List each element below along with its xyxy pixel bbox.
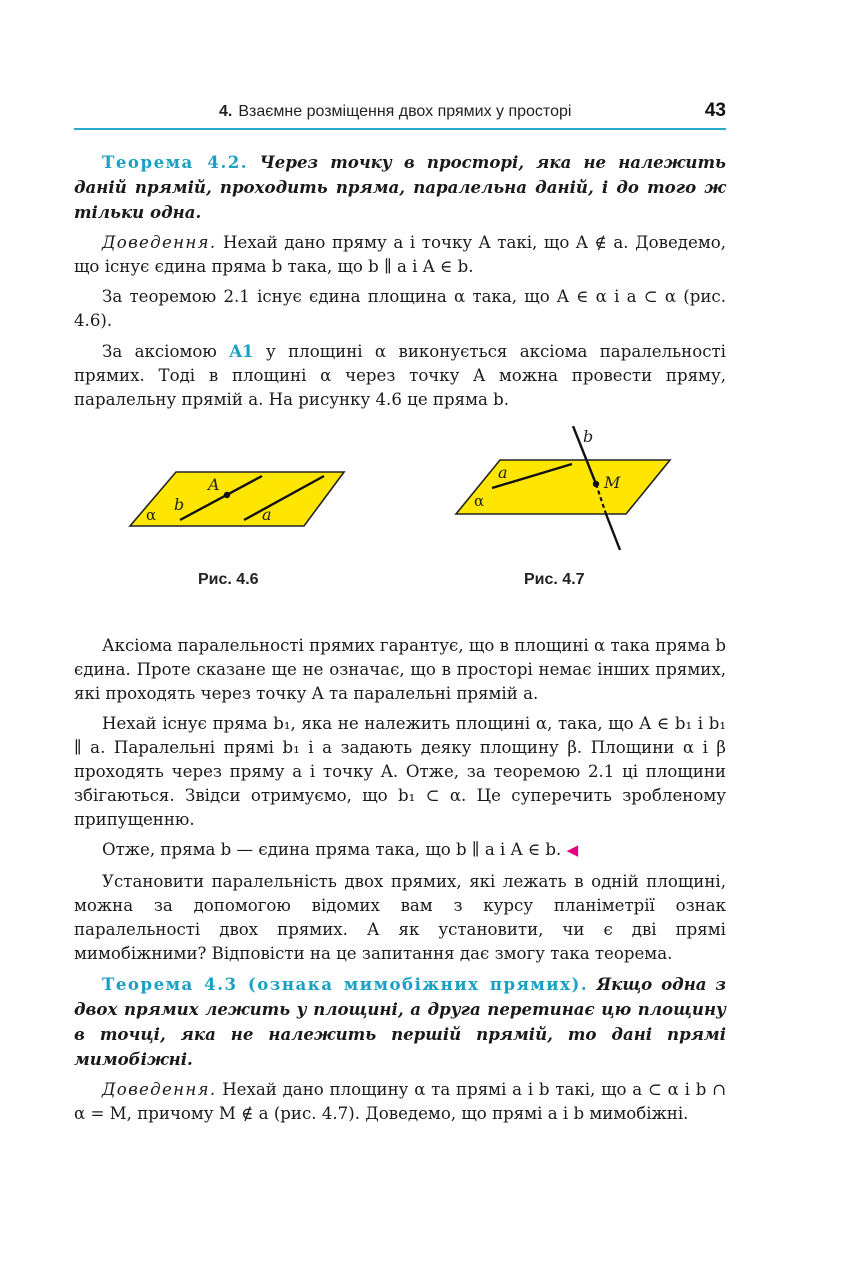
theorem-4-3: [74, 972, 726, 1072]
point-M-47: [593, 481, 599, 487]
label-M-47: M: [604, 473, 621, 492]
proof-2-label: Доведення.: [102, 1080, 217, 1099]
theorem-4-2: [74, 150, 726, 225]
label-b-47: b: [583, 427, 594, 446]
theorem-4-2-label: Теорема 4.2.: [102, 152, 249, 172]
proof-1-para-3: [74, 339, 726, 412]
proof-1-para-1: [74, 231, 726, 279]
proof-1-para-4: Аксіома паралельності прямих гарантує, що в площині α така пряма b єдина. Проте сказане ще не означає, що в просторі немає інших прямих, які проходять через точку A та паралельні прямій a.: [74, 636, 726, 703]
label-b-46: b: [174, 495, 185, 514]
label-alpha-46: α: [146, 506, 157, 524]
proof-1-text-3a: За аксіомою: [102, 342, 217, 361]
figure-4-7: [452, 426, 682, 561]
point-A-46: [224, 492, 230, 498]
proof-label: Доведення.: [102, 233, 217, 252]
proof-1-para-6: [74, 838, 726, 862]
end-of-proof-icon: ◀: [566, 841, 579, 859]
proof-2-text: Нехай дано площину α та прямі a і b такі, що a ⊂ α і b ∩ α = M, причому M ∉ a (рис. 4.7). Доведемо, що прямі a і b мимобіжні.: [74, 1080, 726, 1123]
proof-1-text-6: Отже, пряма b — єдина пряма така, що b ∥ a і A ∈ b.: [102, 840, 562, 859]
theorem-4-3-statement: Якщо одна з двох прямих лежить у площині, а друга перетинає цю площину в точці, яка не належить першій прямій, то дані прямі мимобіжні.: [74, 974, 726, 1069]
proof-1-para-2: За теоремою 2.1 існує єдина площина α така, що A ∈ α і a ⊂ α (рис. 4.6).: [74, 287, 726, 330]
label-A-46: A: [208, 475, 220, 494]
running-header: [74, 100, 726, 130]
caption-fig-4-7: Рис. 4.7: [524, 571, 585, 588]
chapter-title: [219, 103, 571, 121]
label-alpha-47: α: [474, 492, 485, 510]
chapter-number: 4.: [219, 103, 233, 120]
label-a-46: a: [262, 505, 272, 524]
plane-alpha-46: [130, 472, 344, 526]
theorem-4-2-statement: Через точку в просторі, яка не належить даній прямій, проходить пряма, паралельна даній, і до того ж тільки одна.: [74, 152, 726, 222]
proof-1-para-5: Нехай існує пряма b₁, яка не належить площині α, така, що A ∈ b₁ і b₁ ∥ a. Паралельні прямі b₁ і a задають деяку площину β. Площини α і β проходять через пряму a і точку A. Отже, за теоремою 2.1 ці площини збігаються. Звідси отримуємо, що b₁ ⊂ α. Це суперечить зробленому припущенню.: [74, 714, 726, 829]
chapter-title-text: Взаємне розміщення двох прямих у просторі: [238, 103, 572, 120]
intro-theorem-4-3: Установити паралельність двох прямих, які лежать в одній площині, можна за допомогою відомих вам з курсу планіметрії ознак паралельності двох прямих. А як установити, чи є дві прямі мимобіжними? Відповісти на це запитання дає змогу така теорема.: [74, 872, 726, 963]
proof-1-text-3b: у площині α виконується аксіома паралельності прямих. Тоді в площині α через точку A можна провести пряму, паралельну прямій a. На рисунку 4.6 це пряма b.: [74, 342, 726, 409]
theorem-4-3-label: Теорема 4.3 (ознака мимобіжних прямих).: [102, 974, 589, 994]
axiom-a1-link[interactable]: A1: [229, 341, 254, 361]
line-b-47-lower: [606, 514, 620, 550]
figures-row: [0, 426, 850, 624]
caption-fig-4-6: Рис. 4.6: [198, 571, 259, 588]
label-a-47: a: [498, 463, 508, 482]
proof-1-text-1: Нехай дано пряму a і точку A такі, що A ∉ a. Доведемо, що існує єдина пряма b така, що b ∥ a і A ∈ b.: [74, 233, 726, 276]
page-number: 43: [704, 100, 726, 121]
plane-alpha-47: [456, 460, 670, 514]
page-content: [74, 150, 726, 1132]
figure-4-6: [126, 468, 356, 548]
proof-2-para: [74, 1078, 726, 1126]
